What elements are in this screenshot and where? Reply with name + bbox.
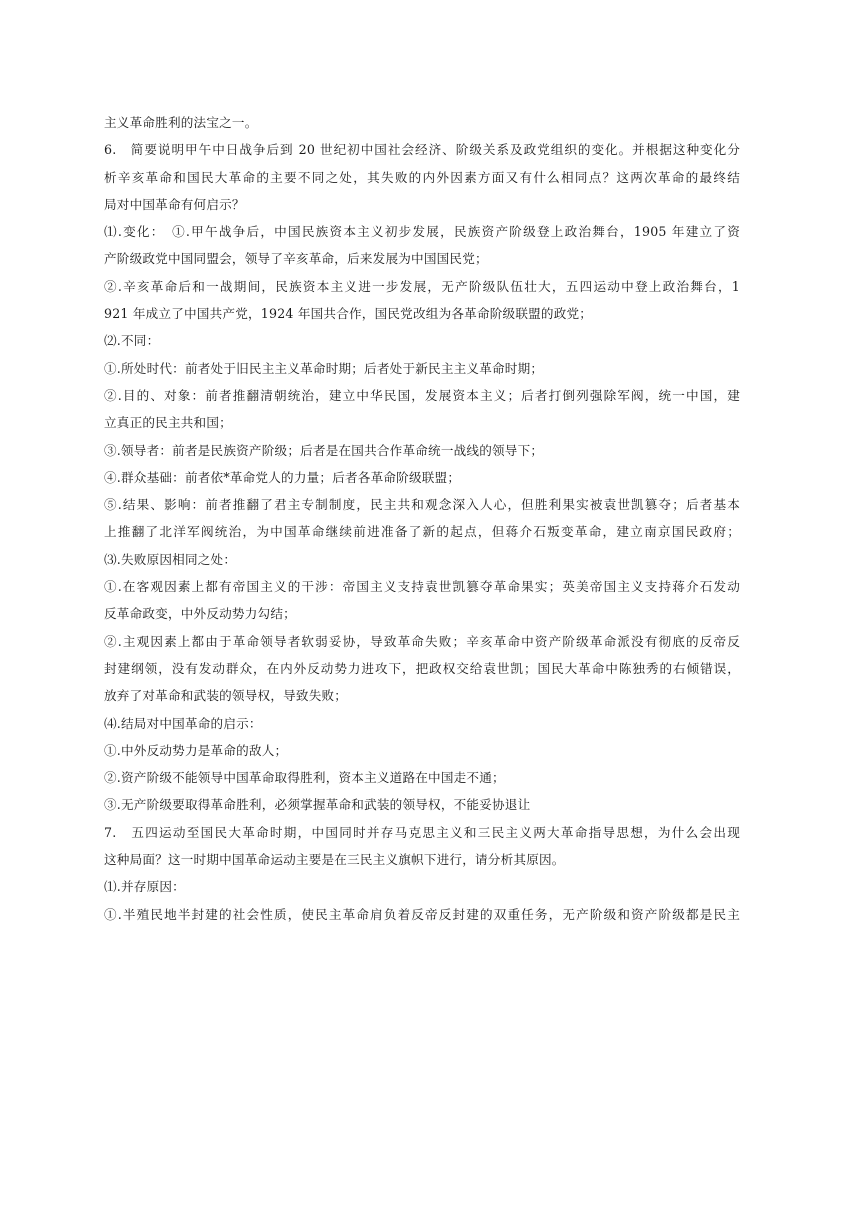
text-line: ⑵.不同： <box>104 333 160 349</box>
text-line: 局对中国革命有何启示？ <box>104 196 245 212</box>
text-line: ③.领导者：前者是民族资产阶级；后者是在国共合作革命统一战线的领导下； <box>104 442 544 458</box>
text-line: ①.中外反动势力是革命的敌人； <box>104 742 288 758</box>
text-line: 主义革命胜利的法宝之一。 <box>104 115 258 130</box>
text-line: 6. 简要说明甲午中日战争后到 20 世纪初中国社会经济、阶级关系及政党组织的变化。并根据这种变化分 <box>104 142 740 158</box>
text-line: ①.半殖民地半封建的社会性质，使民主革命肩负着反帝反封建的双重任务，无产阶级和资产阶级都是民主 <box>104 906 740 922</box>
text-line: ③.无产阶级要取得革命胜利，必须掌握革命和武装的领导权，不能妥协退让 <box>104 797 531 813</box>
text-line: ⑷.结局对中国革命的启示： <box>104 715 262 731</box>
text-line: 7. 五四运动至国民大革命时期，中国同时并存马克思主义和三民主义两大革命指导思想，为什么会出现 <box>104 824 740 840</box>
text-line: 921 年成立了中国共产党，1924 年国共合作，国民党改组为各革命阶级联盟的政党； <box>104 306 593 322</box>
text-line: ②.主观因素上都由于革命领导者软弱妥协，导致革命失败；辛亥革命中资产阶级革命派没有彻底的反帝反 <box>104 633 740 649</box>
text-line: ②.资产阶级不能领导中国革命取得胜利，资本主义道路在中国走不通； <box>104 770 505 786</box>
text-line: ⑴.变化： ①.甲午战争后，中国民族资本主义初步发展，民族资产阶级登上政治舞台，1905 年建立了资 <box>104 224 740 240</box>
text-line: ①.在客观因素上都有帝国主义的干涉：帝国主义支持袁世凯篡夺革命果实；英美帝国主义支持蒋介石发动 <box>104 579 740 595</box>
text-line: 产阶级政党中国同盟会，领导了辛亥革命，后来发展为中国国民党； <box>104 251 488 267</box>
text-line: ①.所处时代：前者处于旧民主主义革命时期；后者处于新民主主义革命时期； <box>104 360 544 376</box>
text-line: 反革命政变，中外反动势力勾结； <box>104 606 296 622</box>
text-line: ②.目的、对象：前者推翻清朝统治，建立中华民国，发展资本主义；后者打倒列强除军阀，统一中国，建 <box>104 387 740 403</box>
document-body <box>104 109 740 928</box>
text-line: ②.辛亥革命后和一战期间，民族资本主义进一步发展，无产阶级队伍壮大，五四运动中登上政治舞台，1 <box>104 278 740 294</box>
text-line: ⑤.结果、影响：前者推翻了君主专制制度，民主共和观念深入人心，但胜利果实被袁世凯篡夺；后者基本 <box>104 497 740 513</box>
text-line: 析辛亥革命和国民大革命的主要不同之处，其失败的内外因素方面又有什么相同点？这两次革命的最终结 <box>104 169 740 185</box>
text-line: ⑴.并存原因： <box>104 879 185 895</box>
text-line: 封建纲领，没有发动群众，在内外反动势力进攻下，把政权交给袁世凯；国民大革命中陈独秀的右倾错误， <box>104 660 740 676</box>
text-line: 上推翻了北洋军阀统治，为中国革命继续前进准备了新的起点，但蒋介石叛变革命，建立南京国民政府； <box>104 524 740 540</box>
text-line: ⑶.失败原因相同之处： <box>104 551 237 567</box>
text-line: 立真正的民主共和国； <box>104 415 232 431</box>
text-line: 这种局面？这一时期中国革命运动主要是在三民主义旗帜下进行，请分析其原因。 <box>104 852 565 868</box>
text-line: 放弃了对革命和武装的领导权，导致失败； <box>104 688 348 704</box>
text-line: ④.群众基础：前者依*革命党人的力量；后者各革命阶级联盟； <box>104 469 461 485</box>
